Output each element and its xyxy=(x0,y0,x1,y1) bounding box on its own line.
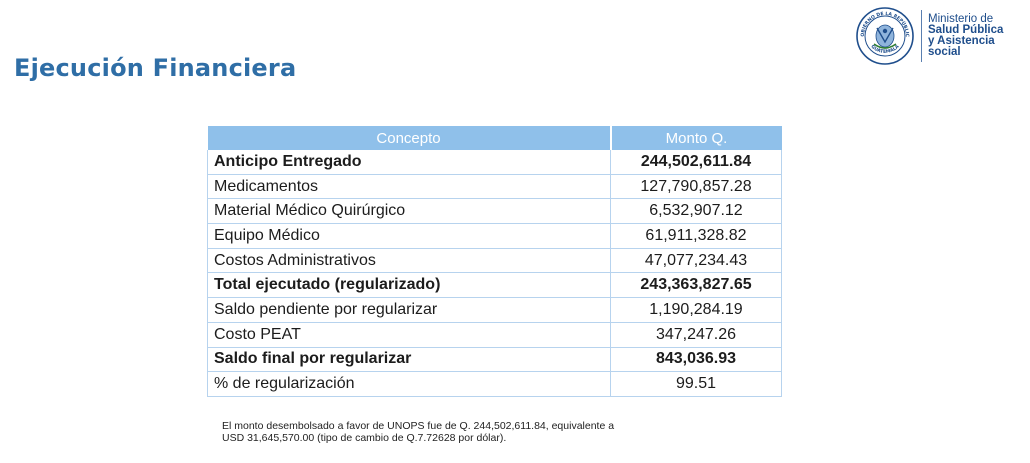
row-concept: Medicamentos xyxy=(208,174,611,199)
financial-execution-table xyxy=(207,126,782,397)
row-amount: 843,036.93 xyxy=(611,347,782,372)
table-row xyxy=(208,150,782,174)
header-amount: Monto Q. xyxy=(611,126,782,150)
ministry-line: Salud Pública xyxy=(928,24,1004,36)
row-concept: Saldo pendiente por regularizar xyxy=(208,298,611,323)
ministry-line: y Asistencia xyxy=(928,35,995,47)
table-row xyxy=(208,273,782,298)
header-concept: Concepto xyxy=(208,126,611,150)
row-amount: 244,502,611.84 xyxy=(611,150,782,174)
row-amount: 99.51 xyxy=(611,372,782,397)
row-amount: 6,532,907.12 xyxy=(611,199,782,224)
row-concept: Saldo final por regularizar xyxy=(208,347,611,372)
table-row xyxy=(208,199,782,224)
seal-text-top: OBIERNO DE LA REPÚBLIC xyxy=(860,11,910,38)
page-title: Ejecución Financiera xyxy=(14,54,297,82)
ministry-logo xyxy=(855,4,1003,68)
row-concept: Material Médico Quirúrgico xyxy=(208,199,611,224)
ministry-name xyxy=(928,14,1003,58)
coat-of-arms-seal-icon xyxy=(855,6,915,66)
logo-divider xyxy=(921,10,922,62)
table-row xyxy=(208,248,782,273)
row-concept: Equipo Médico xyxy=(208,224,611,249)
row-concept: % de regularización xyxy=(208,372,611,397)
ministry-line: social xyxy=(928,46,961,58)
financial-table-container xyxy=(207,126,782,397)
table-row xyxy=(208,224,782,249)
row-concept: Costo PEAT xyxy=(208,322,611,347)
table-row xyxy=(208,174,782,199)
ministry-line: Ministerio de xyxy=(928,13,994,25)
row-amount: 243,363,827.65 xyxy=(611,273,782,298)
footnote-line: El monto desembolsado a favor de UNOPS fue de Q. 244,502,611.84, equivalente a xyxy=(222,420,615,432)
table-header-row xyxy=(208,126,782,150)
table-row xyxy=(208,372,782,397)
footnote xyxy=(222,420,782,444)
row-amount: 347,247.26 xyxy=(611,322,782,347)
table-row xyxy=(208,347,782,372)
table-row xyxy=(208,322,782,347)
row-amount: 47,077,234.43 xyxy=(611,248,782,273)
row-concept: Costos Administrativos xyxy=(208,248,611,273)
table-row xyxy=(208,298,782,323)
row-amount: 61,911,328.82 xyxy=(611,224,782,249)
row-amount: 127,790,857.28 xyxy=(611,174,782,199)
seal-text-bottom: GUATEMALA xyxy=(869,44,901,55)
row-amount: 1,190,284.19 xyxy=(611,298,782,323)
row-concept: Total ejecutado (regularizado) xyxy=(208,273,611,298)
footnote-line: USD 31,645,570.00 (tipo de cambio de Q.7.72628 por dólar). xyxy=(222,432,507,444)
row-concept: Anticipo Entregado xyxy=(208,150,611,174)
